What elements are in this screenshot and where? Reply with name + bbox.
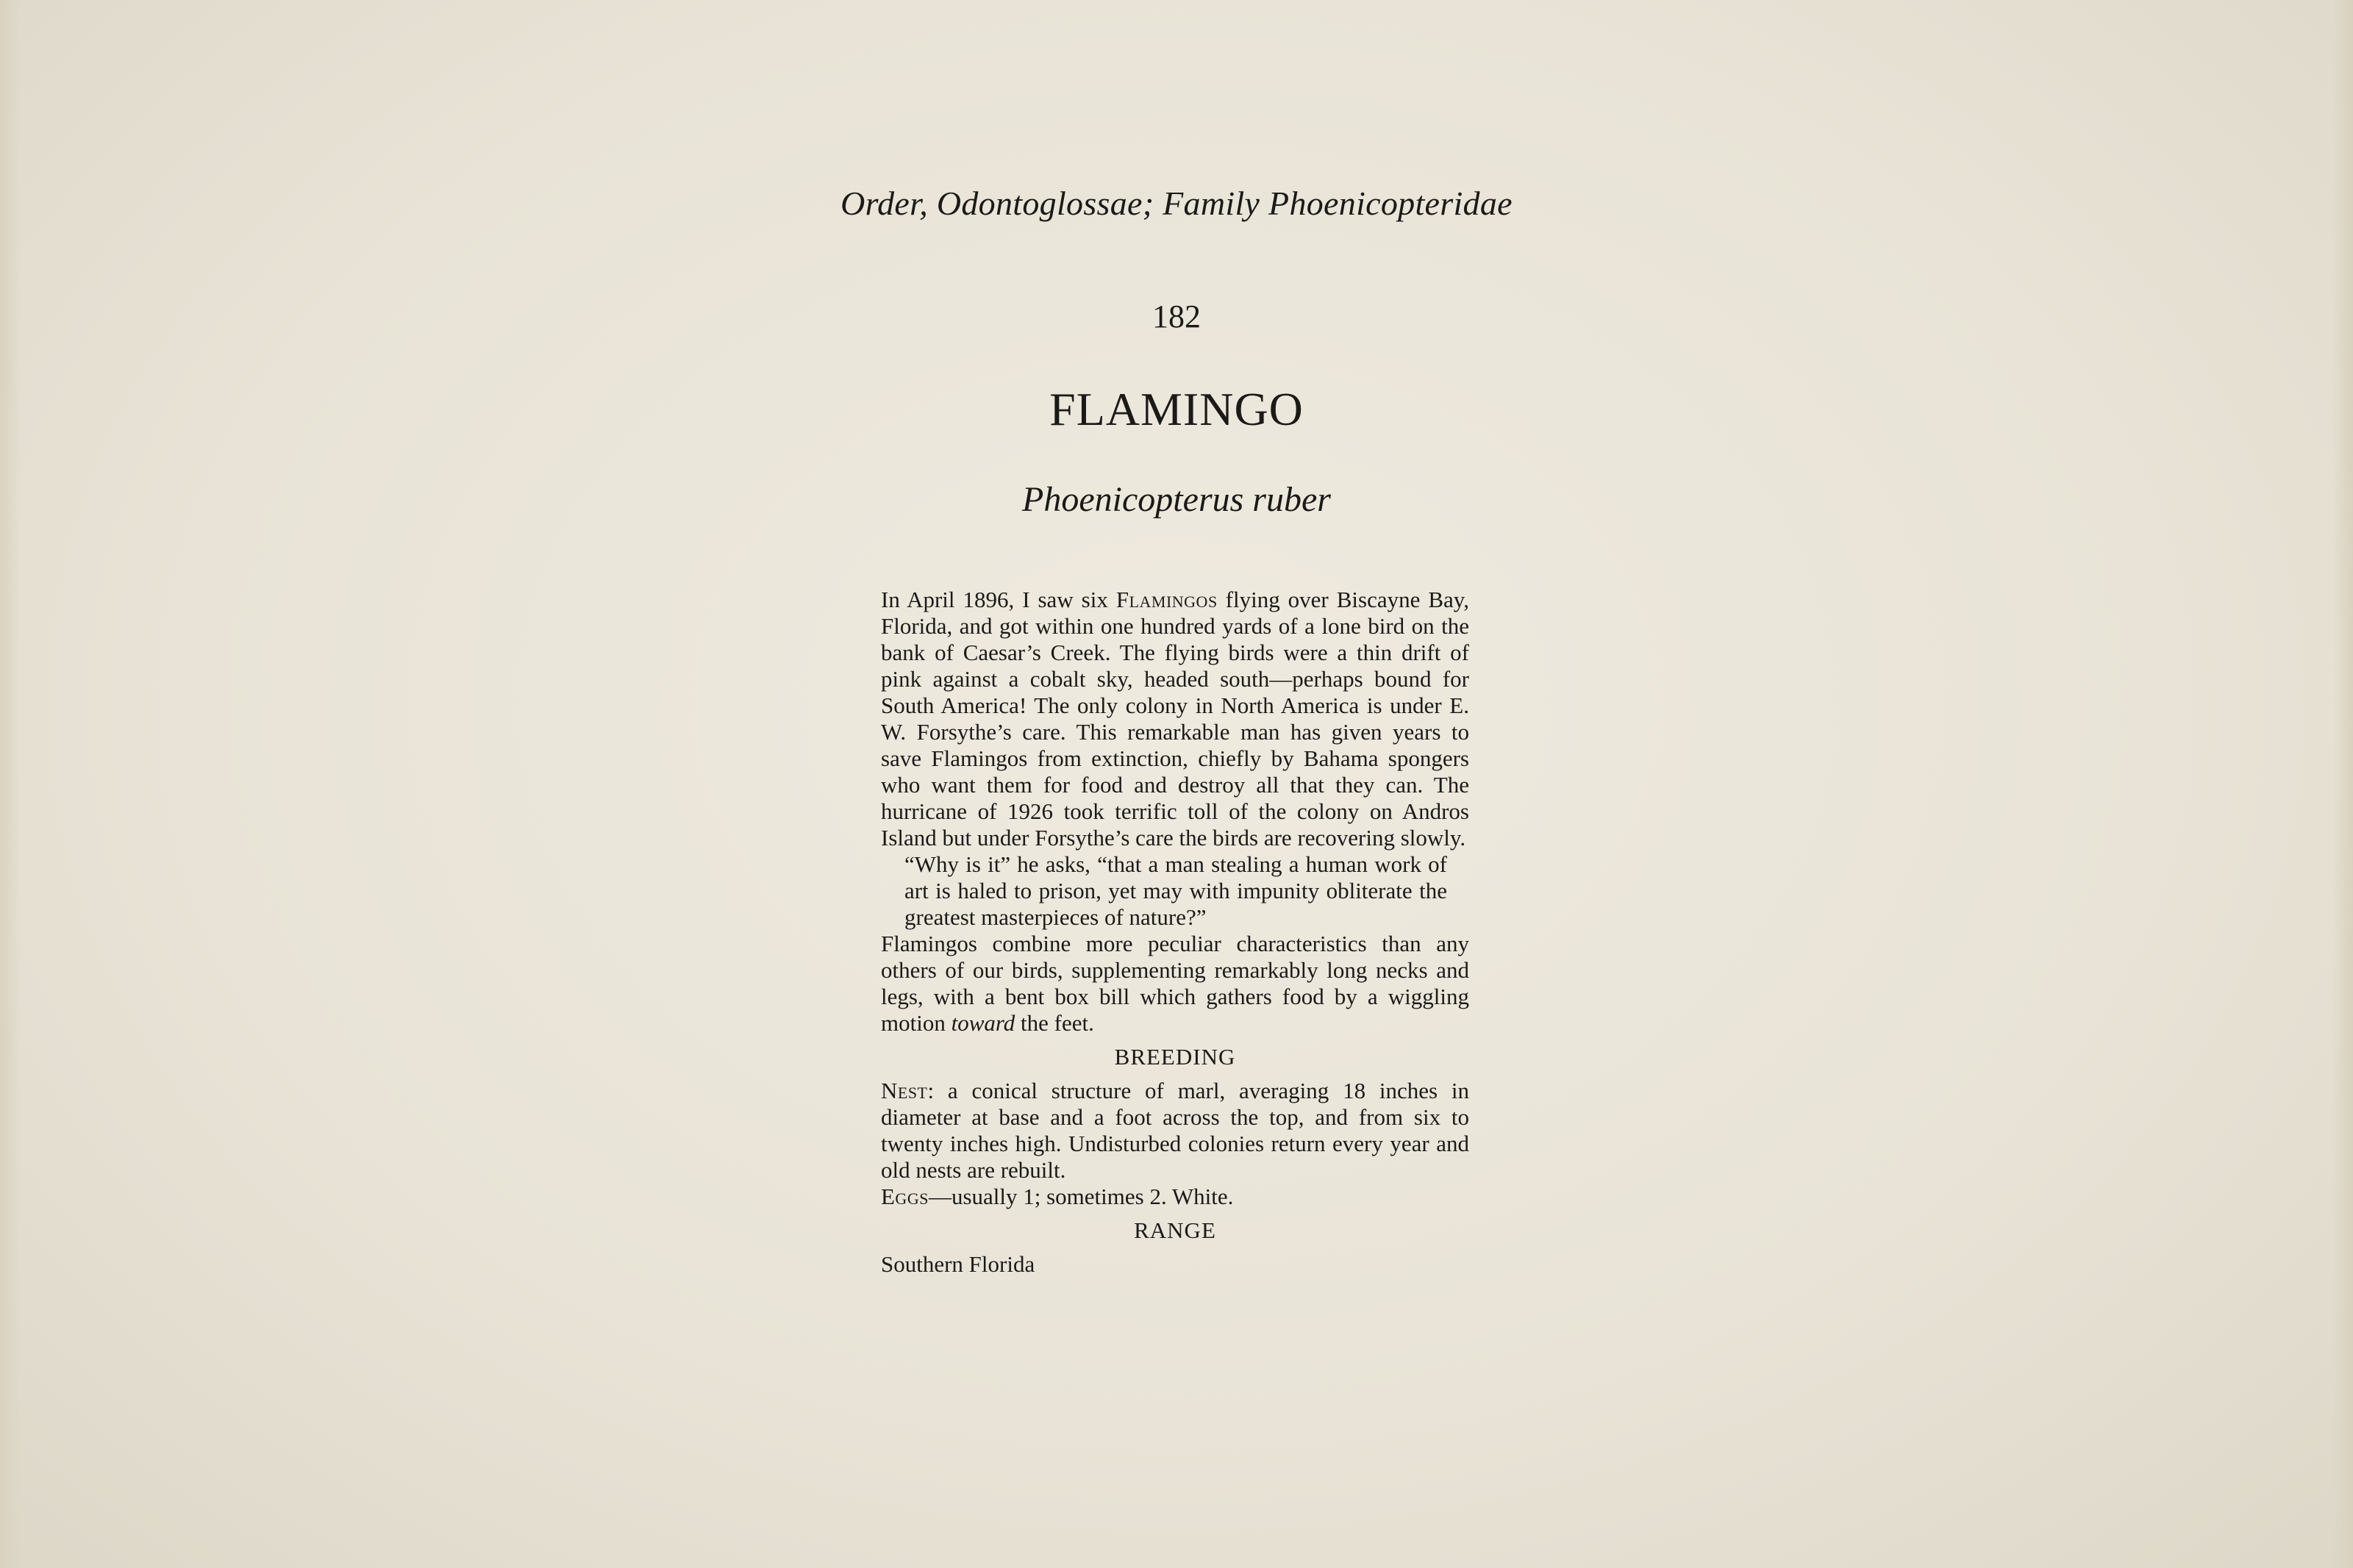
closing-text-end: the feet. — [1015, 1010, 1094, 1036]
closing-text-start: Flamingos combine more peculiar characteristics than any others of our birds, supplementing remarkably long necks and legs, with a bent box bill which gathers food by a wiggling motion — [881, 931, 1469, 1036]
forsythe-quote: “Why is it” he asks, “that a man stealing a human work of art is haled to prison, yet may with impunity obliterate the greatest masterpieces of nature?” — [904, 851, 1447, 930]
breeding-heading: BREEDING — [1114, 1044, 1236, 1070]
intro-text-start: In April 1896, I saw six — [881, 587, 1116, 612]
species-name-smallcaps: Flamingos — [1115, 587, 1218, 612]
closing-paragraph — [881, 931, 1469, 1037]
intro-text-rest: flying over Biscayne Bay, Florida, and got within one hundred yards of a lone bird on the bank of Caesar’s Creek. The flying birds were a thin drift of pink against a cobalt sky, headed south—perhaps bound for South America! The only colony in North America is under E. W. Forsythe’s care. This remarkable man has given years to save Flamingos from extinction, chiefly by Bahama spongers who want them for food and destroy all that they can. The hurricane of 1926 took terrific toll of the colony on Andros Island but under Forsythe’s care the birds are recovering slowly. — [881, 587, 1469, 851]
intro-paragraph — [881, 587, 1469, 851]
page-edge-left — [0, 0, 21, 1568]
eggs-text: —usually 1; sometimes 2. White. — [928, 1184, 1234, 1209]
range-heading: RANGE — [1134, 1217, 1216, 1243]
article-body — [881, 587, 1469, 1278]
eggs-paragraph — [881, 1184, 1469, 1210]
plate-number: 182 — [1152, 298, 1201, 334]
latin-name: Phoenicopterus ruber — [1022, 480, 1331, 519]
closing-emphasis: toward — [951, 1010, 1015, 1036]
nest-text: : a conical structure of marl, averaging 18 inches in diameter at base and a foot across the top, and from six to twenty inches high. Undisturbed colonies return every year and old nests are rebuilt. — [881, 1078, 1469, 1183]
nest-label: Nest — [881, 1078, 928, 1103]
species-title: FLAMINGO — [1049, 383, 1304, 435]
nest-paragraph — [881, 1078, 1469, 1184]
range-text: Southern Florida — [881, 1251, 1035, 1277]
taxonomy-header: Order, Odontoglossae; Family Phoenicopteridae — [840, 185, 1513, 222]
page-edge-right — [2332, 0, 2353, 1568]
eggs-label: Eggs — [881, 1184, 929, 1209]
